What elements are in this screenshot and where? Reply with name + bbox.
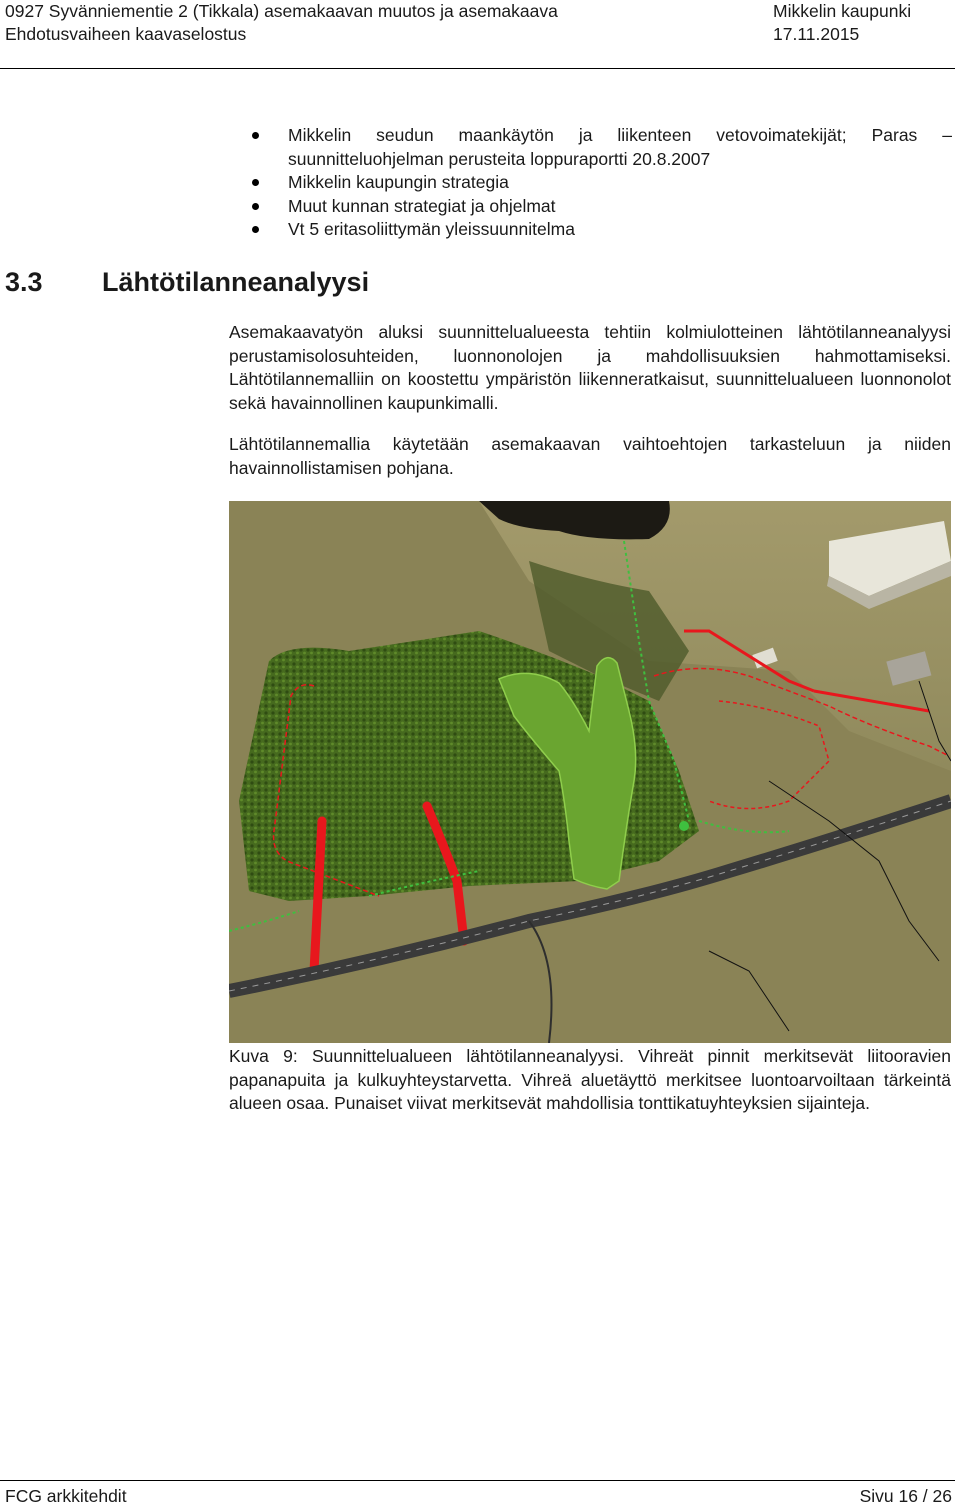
site-analysis-image <box>229 501 951 1043</box>
header-right <box>773 0 911 46</box>
document-subtitle: Ehdotusvaiheen kaavaselostus <box>5 24 247 44</box>
section-title: Lähtötilanneanalyysi <box>102 267 370 297</box>
document-date: 17.11.2015 <box>773 24 860 44</box>
intro-paragraph: Asemakaavatyön aluksi suunnittelualueesta tehtiin kolmiulotteinen lähtötilanneanalyysi perustamisolosuhteiden, luonnonolojen ja mahdollisuuksien hahmottamiseksi. Lähtötilannemalliin on koostettu ympäristön liikenneratkaisut, suunnittelualueen luonnonolot sekä havainnollinen kaupunkimalli. <box>229 322 951 413</box>
reference-list <box>248 124 952 242</box>
document-title: 0927 Syvänniementie 2 (Tikkala) asemakaavan muutos ja asemakaava <box>5 1 558 21</box>
header-divider <box>0 68 955 69</box>
bullet-icon <box>252 132 259 139</box>
list-item: Mikkelin seudun maankäytön ja liikenteen vetovoimatekijät; Paras – suunnitteluohjelman perusteita loppuraportti 20.8.2007 <box>248 124 952 171</box>
pin-marker <box>679 821 689 831</box>
page-number: Sivu 16 / 26 <box>859 1486 952 1506</box>
bullet-icon <box>252 179 259 186</box>
bullet-icon <box>252 203 259 210</box>
footer-divider <box>0 1480 955 1481</box>
figure-caption: Kuva 9: Suunnittelualueen lähtötilanneanalyysi. Vihreät pinnit merkitsevät liitooravien papanapuita ja kulkuyhteystarvetta. Vihreä aluetäyttö merkitsee luontoarvoiltaan tärkeintä alueen osaa. Punaiset viivat merkitsevät mahdollisia tonttikatuyhteyksien sijainteja. <box>229 1046 951 1113</box>
header-left <box>5 0 558 46</box>
list-item: Vt 5 eritasoliittymän yleissuunnitelma <box>248 218 952 242</box>
organization: Mikkelin kaupunki <box>773 1 912 21</box>
section-heading <box>5 266 369 298</box>
list-item: Muut kunnan strategiat ja ohjelmat <box>248 195 952 219</box>
list-item: Mikkelin kaupungin strategia <box>248 171 952 195</box>
bullet-icon <box>252 226 259 233</box>
footer-company: FCG arkkitehdit <box>5 1486 127 1506</box>
section-number: 3.3 <box>5 267 43 297</box>
usage-paragraph: Lähtötilannemallia käytetään asemakaavan vaihtoehtojen tarkasteluun ja niiden havainnollistamisen pohjana. <box>229 434 951 478</box>
